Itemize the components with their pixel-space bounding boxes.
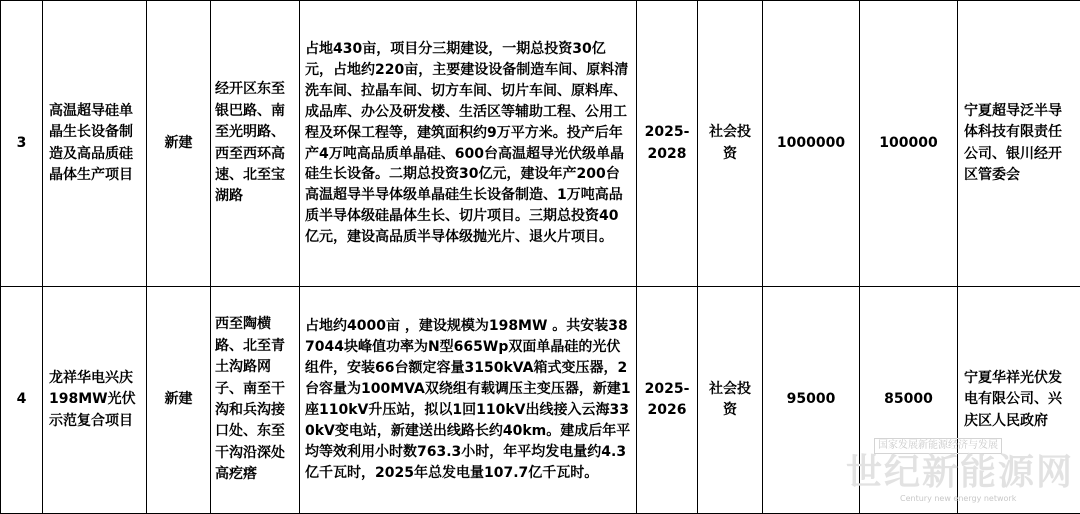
cell-annual-investment: 85000: [860, 287, 958, 514]
table-row: [1, 287, 1080, 514]
cell-annual-investment: 100000: [860, 1, 958, 287]
watermark-top: 国家发展新能源经济与发展: [874, 438, 1002, 454]
cell-index: 4: [1, 287, 43, 514]
cell-funding: 社会投资: [698, 1, 763, 287]
cell-location: 经开区东至银巴路、南至光明路、西至西环高速、北至宝湖路: [211, 1, 300, 287]
table-row: [1, 1, 1080, 287]
cell-content: 占地430亩，项目分三期建设，一期总投资30亿元，占地约220亩，主要建设设备制造车间、原料清洗车间、拉晶车间、切方车间、切片车间、原料库、成品库、办公及研发楼、生活区等辅助工程、公用工程及环保工程等，建筑面积约9万平方米。投产后年产4万吨高品质单晶硅、600台高温超导光伏级单晶硅生长设备。二期总投资30亿元，建设年产200台高温超导半导体级单晶硅生长设备制造、1万吨高品质半导体级硅晶体生长、切片项目。三期总投资40亿元，建设高品质半导体级抛光片、退火片项目。: [300, 1, 637, 287]
cell-period: 2025-2026: [637, 287, 698, 514]
cell-build-type: 新建: [147, 287, 211, 514]
watermark-sub: Century new energy network: [900, 494, 1016, 503]
cell-funding: 社会投资: [698, 287, 763, 514]
cell-index: 3: [1, 1, 43, 287]
cell-period: 2025-2028: [637, 1, 698, 287]
cell-build-type: 新建: [147, 1, 211, 287]
cell-total-investment: 1000000: [763, 1, 860, 287]
cell-project-name: 高温超导硅单晶生长设备制造及高品质硅晶体生产项目: [43, 1, 147, 287]
watermark-logo: 世纪新能源网: [846, 452, 1074, 492]
cell-location: 西至陶横路、北至青土沟路网子、南至干沟和兵沟接口处、东至干沟沿深处高疙瘩: [211, 287, 300, 514]
cell-project-name: 龙祥华电兴庆198MW光伏示范复合项目: [43, 287, 147, 514]
cell-total-investment: 95000: [763, 287, 860, 514]
cell-content: 占地约4000亩 ，建设规模为198MW 。共安装387044块峰值功率为N型665Wp双面单晶硅的光伏组件，安装66台额定容量3150kVA箱式变压器，2台容量为100MVA双绕组有载调压主变压器，新建1座110kV升压站，拟以1回110kV出线接入云海330kV变电站，新建送出线路长约40km。建成后年平均等效利用小时数763.3小时，年平均发电量约4.3亿千瓦时，2025年总发电量107.7亿千瓦时。: [300, 287, 637, 514]
cell-responsible: 宁夏华祥光伏发电有限公司、兴庆区人民政府: [958, 287, 1080, 514]
cell-responsible: 宁夏超导泛半导体科技有限责任公司、银川经开区管委会: [958, 1, 1080, 287]
